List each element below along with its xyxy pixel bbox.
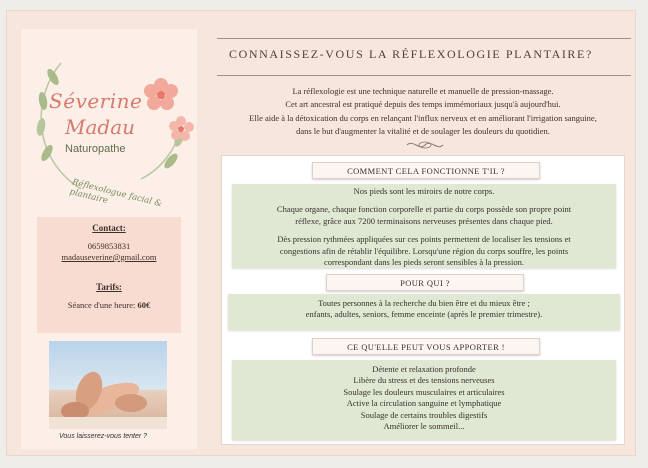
- section-heading-benefits: CE QU'ELLE PEUT VOUS APPORTER !: [312, 338, 540, 355]
- tarifs-heading: Tarifs:: [96, 282, 122, 292]
- contact-heading: Contact:: [92, 223, 126, 233]
- how-para2-line: Dès pression rythmées appliquées sur ces points permettent de localiser les tensions et: [277, 234, 571, 245]
- benefit-item: Soulage les douleurs musculaires et articulaires: [343, 386, 505, 397]
- info-panel: [221, 155, 625, 445]
- tarifs-line: [37, 300, 181, 310]
- section-heading-how: COMMENT CELA FONCTIONNE T'IL ?: [312, 162, 540, 179]
- how-para1-line: réflexe, grâce aux 7200 terminaisons nerveuses présentes dans chaque pied.: [295, 215, 553, 226]
- logo-name-first: Séverine: [49, 89, 143, 113]
- section-how: [232, 184, 616, 268]
- how-para1-line: Chaque organe, chaque fonction corporelle et partie du corps possède son propre point: [276, 204, 572, 215]
- flower-icon: [144, 78, 178, 110]
- section-heading-who: POUR QUI ?: [326, 274, 524, 291]
- logo-tagline: Réflexologue facial & plantaire: [68, 177, 163, 210]
- left-column: [21, 29, 197, 449]
- intro-line: Cet art ancestral est pratiqué depuis des temps immémoriaux jusqu'à aujourd'hui.: [285, 99, 561, 110]
- section-who: [228, 294, 620, 330]
- tarifs-price: 60€: [137, 300, 151, 310]
- benefit-item: Améliorer le sommeil...: [383, 421, 465, 432]
- title-rule-bottom: [217, 75, 631, 76]
- how-para2-line: correspondant dans les pieds seront sensibles à la pression.: [324, 257, 524, 268]
- intro-line: La réflexologie est une technique naturelle et manuelle de pression-massage.: [292, 86, 554, 96]
- foot-massage-photo: [49, 341, 167, 429]
- how-para2-line: congestions afin de rétablir l'équilibre. Lorsqu'une région du corps souffre, les points: [279, 245, 569, 256]
- logo-name-last: Madau: [65, 115, 136, 139]
- logo: [21, 29, 197, 211]
- logo-role: Naturopathe: [65, 143, 126, 155]
- flyer-page: [6, 10, 636, 456]
- title-rule-top: [217, 38, 631, 39]
- page-title: CONNAISSEZ-VOUS LA RÉFLEXOLOGIE PLANTAIRE?: [229, 47, 593, 61]
- benefit-item: Active la circulation sanguine et lymphatique: [346, 398, 502, 409]
- benefit-item: Soulage de certains troubles digestifs: [360, 409, 488, 420]
- who-line: Toutes personnes à la recherche du bien être et du mieux être ;: [318, 298, 530, 308]
- ornament-swirl-icon: [405, 139, 445, 151]
- who-line: enfants, adultes, seniors, femme enceinte (après le premier trimestre).: [305, 309, 543, 320]
- contact-email[interactable]: madauseverine@gmail.com: [61, 252, 157, 262]
- contact-phone[interactable]: 0659853831: [87, 241, 131, 251]
- foot-massage-image: [49, 341, 167, 429]
- contact-box: [37, 217, 181, 333]
- benefit-item: Détente et relaxation profonde: [372, 364, 476, 374]
- intro-line: Elle aide à la détoxication du corps en relançant l'influx nerveux et en améliorant l'irrigation sanguine,: [249, 112, 597, 123]
- photo-caption: Vous laisserez-vous tenter ?: [59, 433, 148, 440]
- section-benefits: [232, 360, 616, 440]
- intro-text: [213, 85, 633, 138]
- benefit-item: Libère du stress et des tensions nerveuses: [353, 375, 495, 386]
- intro-line: dans le but d'augmenter la vitalité et de soulager les douleurs du quotidien.: [296, 125, 550, 136]
- how-lead: Nos pieds sont les miroirs de notre corps.: [353, 186, 495, 196]
- tarifs-label: Séance d'une heure:: [67, 300, 138, 310]
